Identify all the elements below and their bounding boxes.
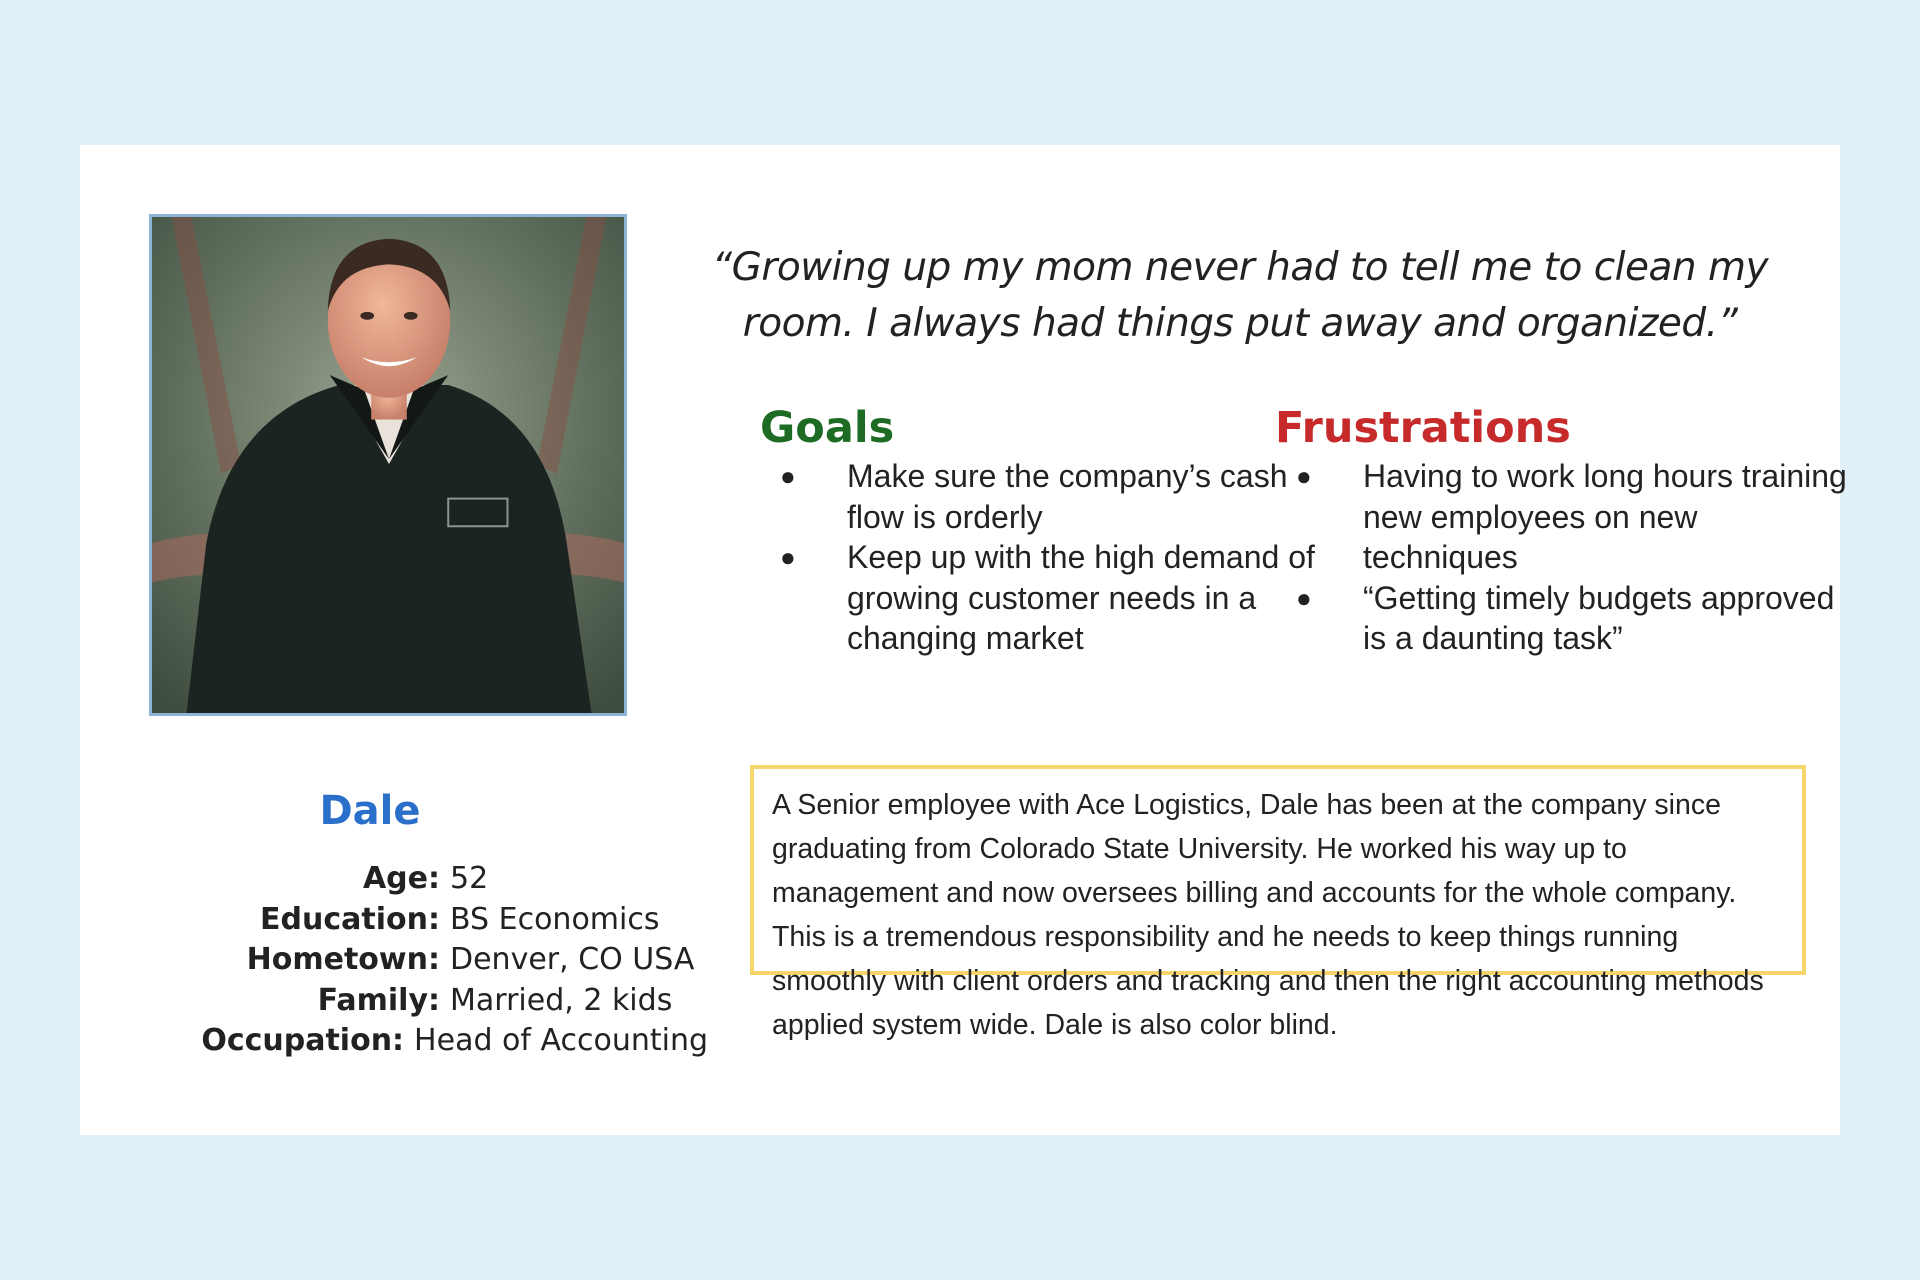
detail-row-hometown — [148, 940, 708, 981]
detail-row-age — [148, 859, 708, 900]
detail-row-education — [148, 900, 708, 941]
detail-row-occupation — [148, 1021, 708, 1062]
goal-item — [780, 537, 1340, 659]
persona-name: Dale — [319, 788, 421, 834]
persona-details — [148, 859, 708, 1062]
frustration-text: Having to work long hours training new employees on new techniques — [1363, 458, 1847, 575]
bullet-icon: ● — [1296, 582, 1312, 613]
goal-item — [780, 456, 1340, 537]
detail-value: BS Economics — [450, 901, 660, 937]
detail-value: Married, 2 kids — [450, 982, 673, 1018]
goal-text: Keep up with the high demand of growing customer needs in a changing market — [847, 539, 1315, 656]
frustrations-list — [1296, 456, 1856, 659]
persona-photo — [149, 214, 627, 716]
detail-row-family — [148, 981, 708, 1022]
persona-quote: “Growing up my mom never had to tell me to clean my room. I always had things put away and organized.” — [711, 245, 1769, 346]
persona-bio: A Senior employee with Ace Logistics, Dale has been at the company since graduating from Colorado State University. He worked his way up to management and now oversees billing and accounts for the whole company. This is a tremendous responsibility and he needs to keep things running smoothly with client orders and tracking and then the right accounting methods applied system wide. Dale is also color blind. — [750, 765, 1806, 975]
frustration-text: “Getting timely budgets approved is a daunting task” — [1363, 579, 1835, 656]
persona-card — [80, 145, 1847, 1135]
detail-label: Education: — [260, 901, 440, 937]
detail-value: 52 — [450, 861, 489, 896]
detail-value: Denver, CO USA — [450, 942, 695, 977]
frustrations-heading: Frustrations — [1275, 403, 1571, 453]
frustration-item — [1296, 456, 1856, 578]
bullet-icon: ● — [780, 542, 796, 572]
detail-label: Age: — [362, 861, 440, 896]
goals-list — [780, 456, 1340, 659]
goals-heading: Goals — [760, 403, 895, 453]
detail-value: Head of Accounting — [414, 1023, 708, 1058]
bullet-icon: ● — [1296, 461, 1312, 491]
frustration-item — [1296, 578, 1856, 659]
persona-photo-image — [152, 217, 624, 713]
detail-label: Hometown: — [246, 942, 440, 977]
bullet-icon: ● — [780, 461, 796, 491]
goal-text: Make sure the company’s cash flow is orderly — [847, 458, 1288, 535]
detail-label: Occupation: — [201, 1023, 405, 1058]
detail-label: Family: — [317, 982, 440, 1018]
